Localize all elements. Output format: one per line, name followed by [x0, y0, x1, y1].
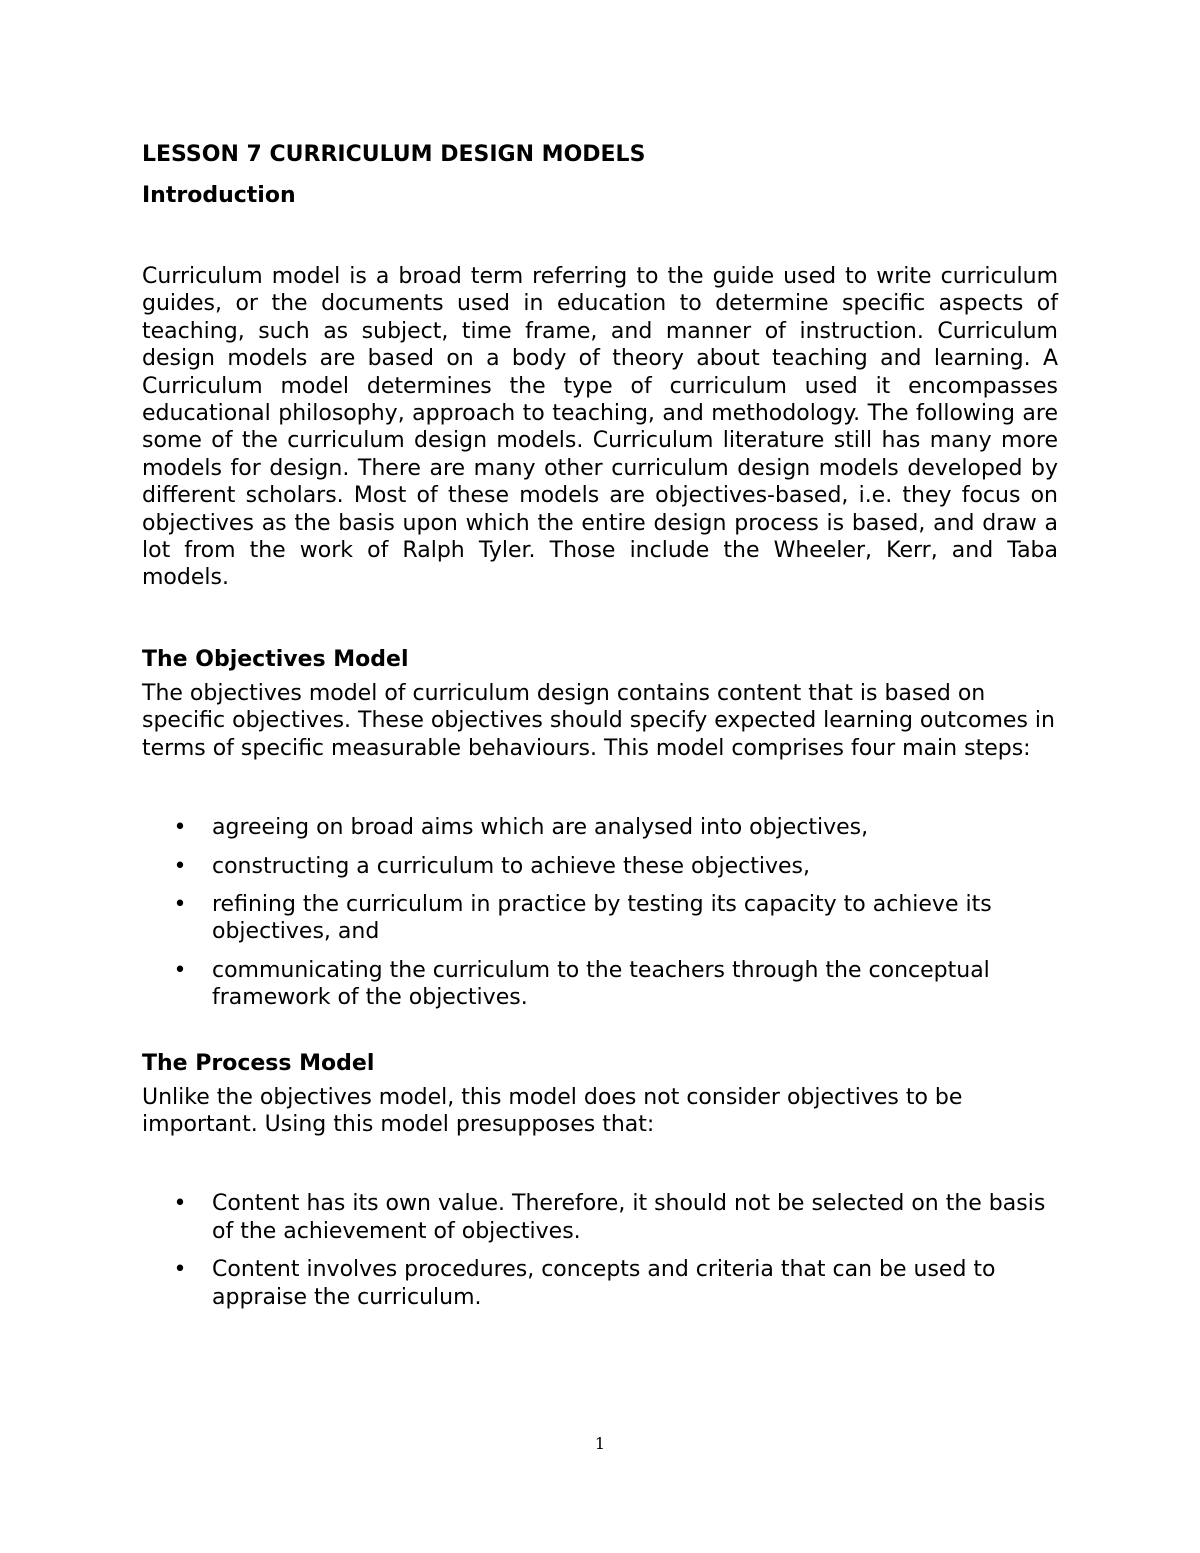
list-item-text: agreeing on broad aims which are analysed into objectives,: [212, 815, 869, 841]
list-item: [142, 853, 1058, 880]
list-item: [142, 957, 1058, 1012]
list-item: [142, 1256, 1058, 1311]
bullet-icon: •: [173, 1257, 187, 1283]
introduction-paragraph: Curriculum model is a broad term referring to the guide used to write curriculum guides, or the documents used in education to determine specific aspects of teaching, such as subject, time frame, and manner of instruction. Curriculum design models are based on a body of theory about teaching and learning. A Curriculum model determines the type of curriculum used it encompasses educational philosophy, approach to teaching, and methodology. The following are some of the curriculum design models. Curriculum literature still has many more models for design. There are many other curriculum design models developed by different scholars. Most of these models are objectives-based, i.e. they focus on objectives as the basis upon which the entire design process is based, and draw a lot from the work of Ralph Tyler. Those include the Wheeler, Kerr, and Taba models.: [142, 264, 1058, 591]
list-item: [142, 1190, 1058, 1245]
bullet-icon: •: [173, 815, 187, 841]
process-model-paragraph: Unlike the objectives model, this model does not consider objectives to be important. Using this model presupposes that:: [142, 1084, 963, 1137]
bullet-icon: •: [173, 891, 187, 917]
list-item-text: communicating the curriculum to the teachers through the conceptual framework of the objectives.: [212, 957, 990, 1011]
document-page: [142, 140, 1058, 1322]
list-item: [142, 891, 1058, 946]
list-item-text: Content involves procedures, concepts and criteria that can be used to appraise the curriculum.: [212, 1257, 996, 1310]
list-item-text: refining the curriculum in practice by testing its capacity to achieve its objectives, and: [212, 891, 992, 945]
list-item: [142, 814, 1058, 841]
bullet-icon: •: [173, 853, 187, 879]
process-model-list: [142, 1190, 1058, 1311]
introduction-heading: Introduction: [142, 183, 296, 208]
bullet-icon: •: [173, 1191, 187, 1217]
process-model-heading: The Process Model: [142, 1050, 375, 1076]
page-number: 1: [594, 1434, 606, 1453]
objectives-model-heading: The Objectives Model: [142, 646, 409, 672]
objectives-model-steps-list: [142, 814, 1058, 1011]
list-item-text: Content has its own value. Therefore, it should not be selected on the basis of the achievement of objectives.: [212, 1191, 1046, 1244]
objectives-model-paragraph: The objectives model of curriculum design contains content that is based on specific objectives. These objectives should specify expected learning outcomes in terms of specific measurable behaviours. This model comprises four main steps:: [142, 680, 1055, 761]
bullet-icon: •: [173, 957, 187, 983]
document-title: LESSON 7 CURRICULUM DESIGN MODELS: [142, 142, 646, 167]
list-item-text: constructing a curriculum to achieve these objectives,: [212, 853, 810, 879]
